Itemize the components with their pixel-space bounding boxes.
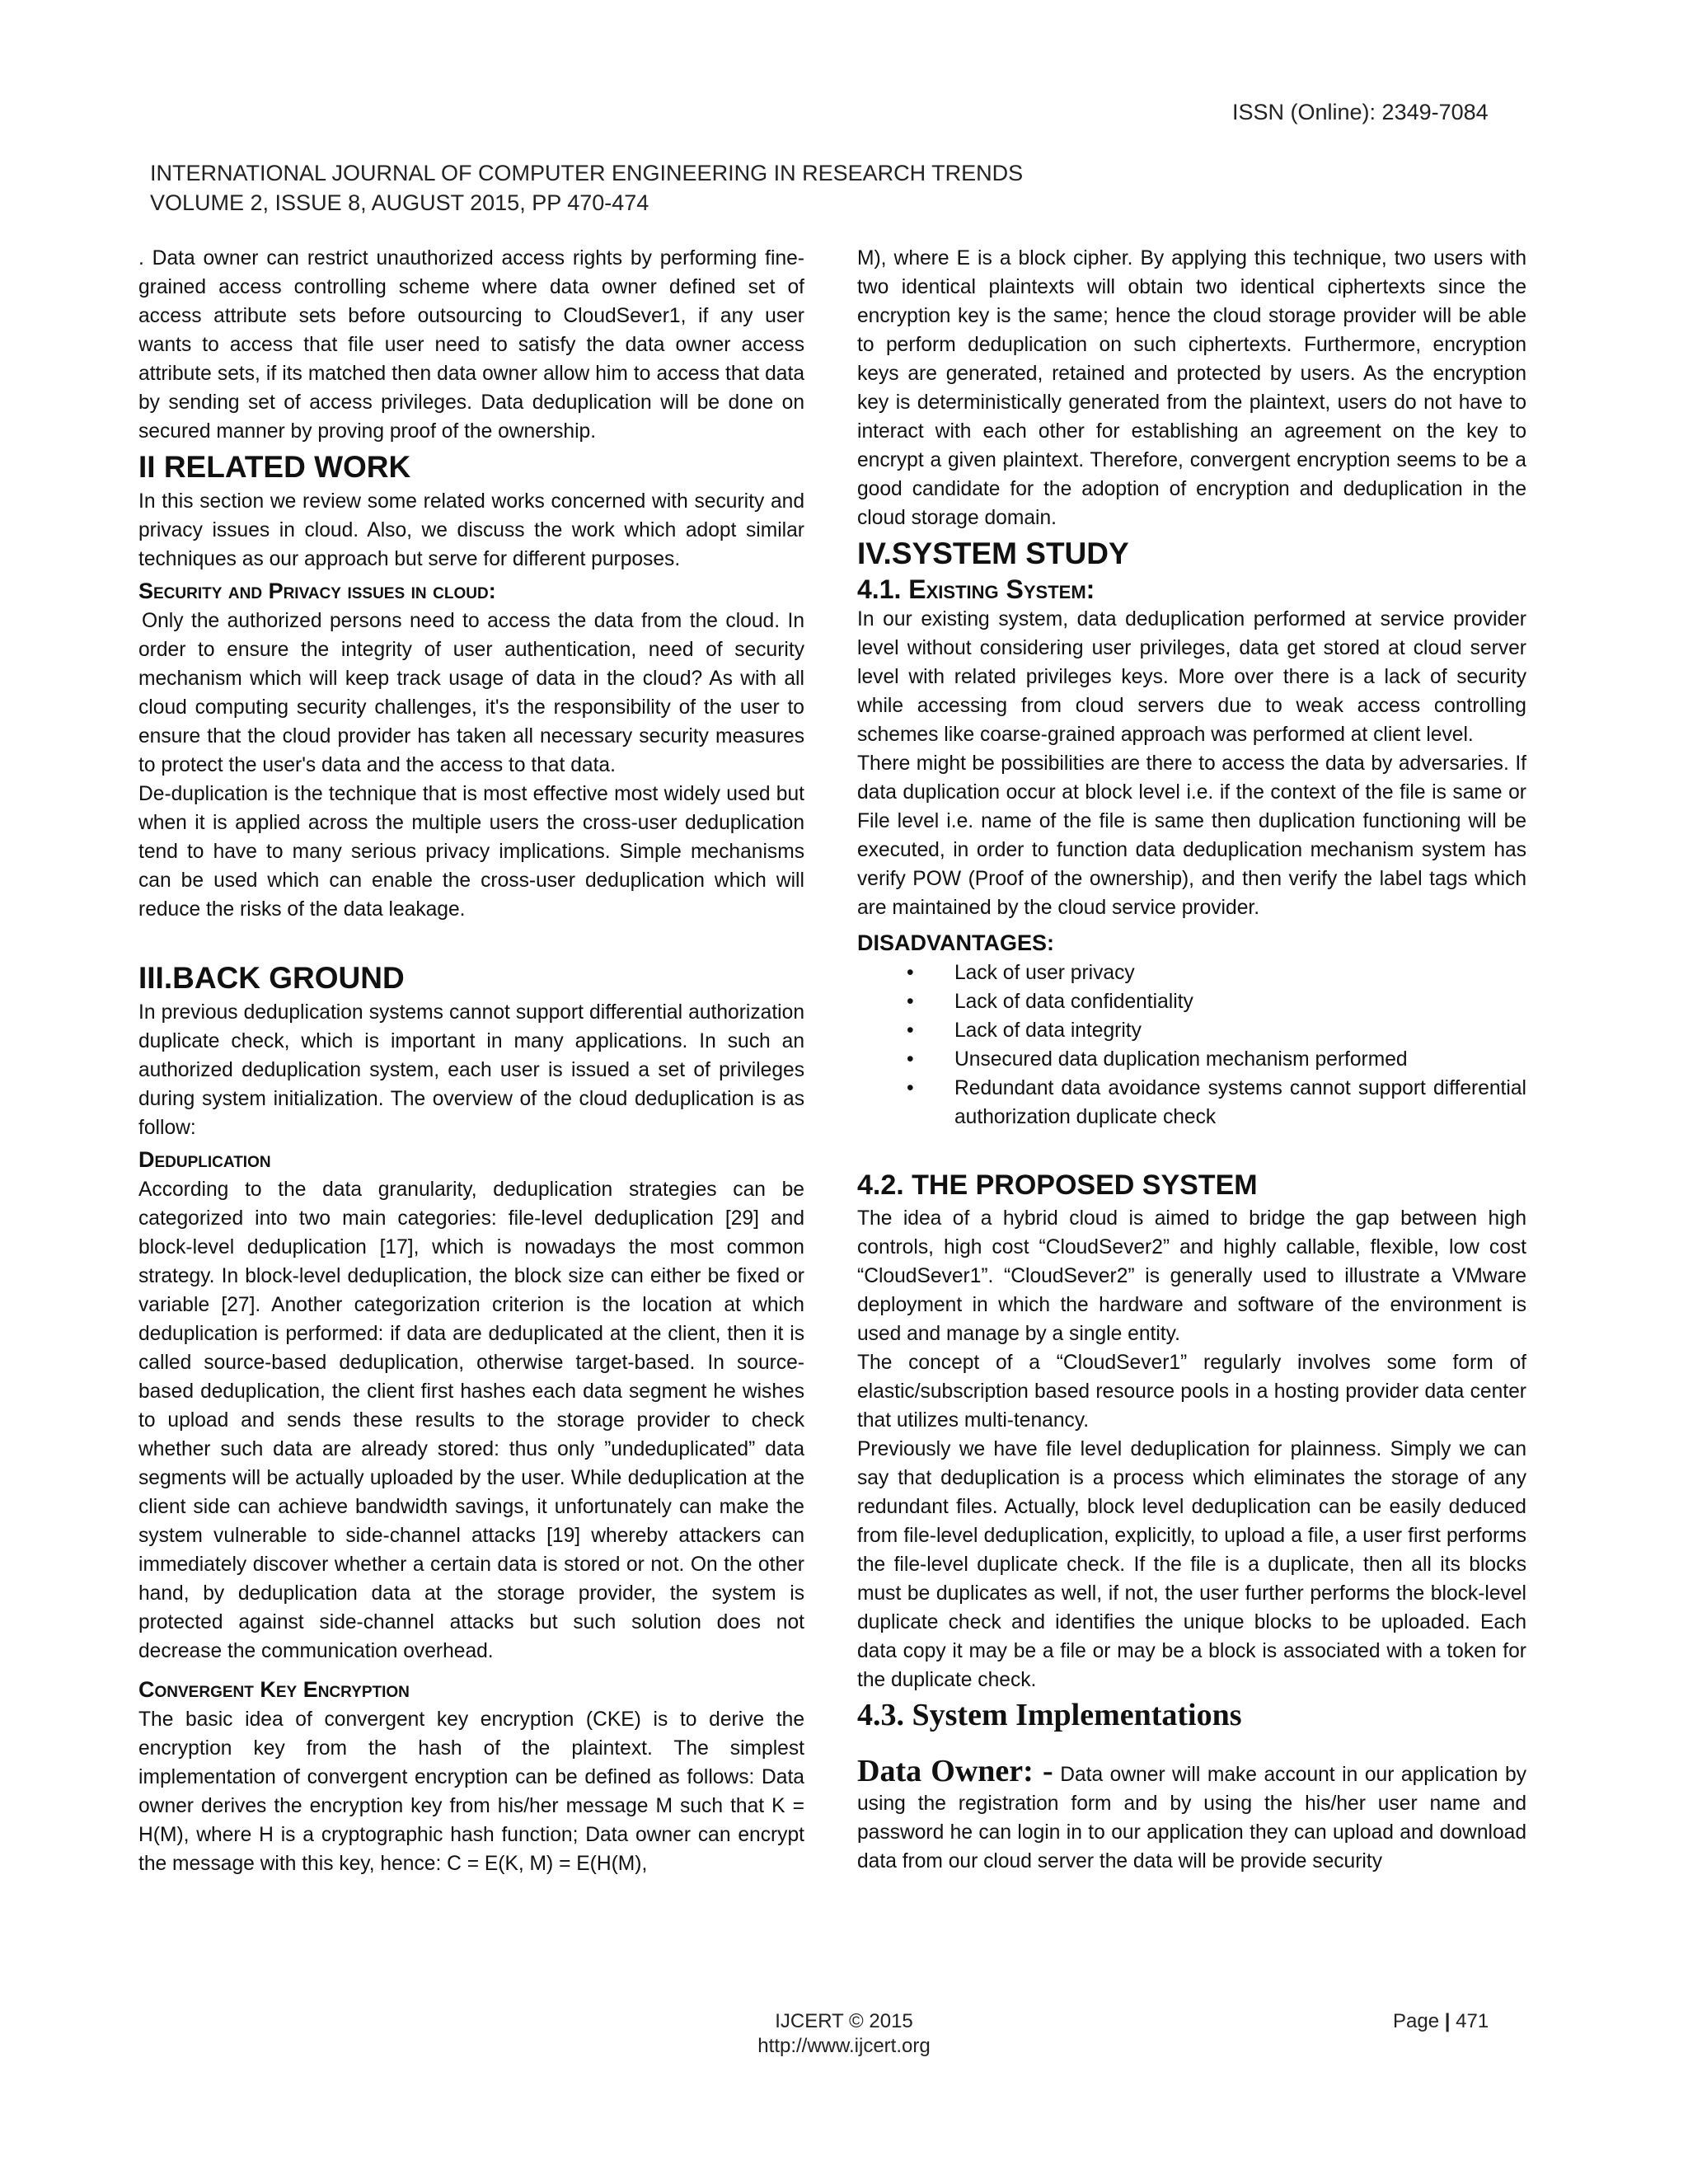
disadvantages-heading: DISADVANTAGES: (857, 930, 1055, 955)
security-paragraph-2: De-duplication is the technique that is most effective most widely used but when it is applied across the multiple users the cross-user deduplication tend to have to many serious privacy implications. Simple mechanisms can be used which can enable the cross-user deduplication which will reduce the risks of the data leakage. (138, 783, 804, 921)
deduplication-paragraph: According to the data granularity, deduplication strategies can be categorized into two main categories: file-level deduplication [29] and block-level deduplication [17], which is nowadays the most common strategy. In block-level deduplication, the block size can either be fixed or variable [27]. Another categorization criterion is the location at which deduplication is performed: if data are deduplicated at the client, then it is called source-based deduplication, otherwise target-based. In source-based deduplication, the client first hashes each data segment he wishes to upload and sends these results to the storage provider to check whether such data are already stored: thus only ”undeduplicated” data segments will be actually uploaded by the user. While deduplication at the client side can achieve bandwidth savings, it unfortunately can make the system vulnerable to side-channel attacks [19] whereby attackers can immediately discover whether a certain data is stored or not. On the other hand, by deduplication data at the storage provider, the system is protected against side-channel attacks but such solution does not decrease the communication overhead. (138, 1179, 804, 1662)
data-owner-label: Data Owner: - (857, 1754, 1053, 1788)
disadvantages-list (857, 958, 1526, 1132)
data-owner-paragraph (857, 1754, 1526, 1876)
list-item: • Lack of data integrity (954, 1016, 1526, 1045)
list-item: • Unsecured data duplication mechanism performed (954, 1045, 1526, 1074)
list-item: • Redundant data avoidance systems cannot support differential authorization duplicate check (954, 1074, 1526, 1132)
related-work-heading: II RELATED WORK (138, 450, 411, 484)
data-owner-text: Data owner will make account in our application by using the registration form and by using the his/her user name and password he can login in to our application they can upload and download data from our cloud server the data will be provide security (857, 1764, 1526, 1872)
system-study-heading: IV.SYSTEM STUDY (857, 537, 1129, 570)
right-column (857, 244, 1526, 1876)
page-separator: | (1444, 2010, 1451, 2032)
proposed-paragraph-3: Previously we have file level deduplication for plainness. Simply we can say that deduplication is a process which eliminates the storage of any redundant files. Actually, block level deduplication can be easily deduced from file-level deduplication, explicitly, to upload a file, a user first performs the file-level duplicate check. If the file is a duplicate, then all its blocks must be duplicates as well, if not, the user further performs the block-level duplicate check and identifies the unique blocks to be uploaded. Each data copy it may be a file or may be a block is associated with a token for the duplicate check. (857, 1438, 1526, 1691)
convergent-key-paragraph: The basic idea of convergent key encryption (CKE) is to derive the encryption key from the hash of the plaintext. The simplest implementation of convergent encryption can be defined as follows: Data owner derives the encryption key from his/her message M such that K = H(M), where H is a cryptographic hash function; Data owner can encrypt the message with this key, hence: C = E(K, M) = E(H(M), (138, 1708, 804, 1875)
list-item: • Lack of user privacy (954, 958, 1526, 987)
proposed-paragraph-1: The idea of a hybrid cloud is aimed to bridge the gap between high controls, high cost “CloudSever2” and highly callable, flexible, low cost “CloudSever1”. “CloudSever2” is generally used to illustrate a VMware deployment in which the hardware and software of the environment is used and manage by a single entity. (857, 1207, 1526, 1345)
existing-system-heading: 4.1. Existing System: (857, 574, 1095, 604)
page-number: 471 (1456, 2010, 1489, 2032)
deduplication-heading: Deduplication (138, 1147, 271, 1172)
journal-title: INTERNATIONAL JOURNAL OF COMPUTER ENGINEERING IN RESEARCH TRENDS (150, 161, 1024, 185)
convergent-key-continued: M), where E is a block cipher. By applying this technique, two users with two identical plaintexts will obtain two identical ciphertexts since the encryption key is the same; hence the cloud storage provider will be able to perform deduplication on such ciphertexts. Furthermore, encryption keys are generated, retained and protected by users. As the encryption key is deterministically generated from the plaintext, users do not have to interact with each other for establishing an agreement on the key to encrypt a given plaintext. Therefore, convergent encryption seems to be a good candidate for the adoption of encryption and deduplication in the cloud storage domain. (857, 247, 1526, 529)
proposed-paragraph-2: The concept of a “CloudSever1” regularly involves some form of elastic/subscription based resource pools in a hosting provider data center that utilizes multi-tenancy. (857, 1352, 1526, 1432)
background-heading: III.BACK GROUND (138, 961, 405, 995)
page-number-label (1393, 2009, 1489, 2034)
security-privacy-heading: Security and Privacy issues in cloud: (138, 579, 496, 603)
list-item: • Lack of data confidentiality (954, 987, 1526, 1016)
proposed-system-heading: 4.2. THE PROPOSED SYSTEM (857, 1169, 1258, 1201)
intro-paragraph: . Data owner can restrict unauthorized access rights by performing fine-grained access controlling scheme where data owner defined set of access attribute sets before outsourcing to CloudSever1, if any user wants to access that file user need to satisfy the data owner access attribute sets, if its matched then data owner allow him to access that data by sending set of access privileges. Data deduplication will be done on secured manner by proving proof of the ownership. (138, 247, 804, 443)
existing-system-paragraph-2: There might be possibilities are there to access the data by adversaries. If data duplication occur at block level i.e. if the context of the file is same or File level i.e. name of the file is same then duplication functioning will be executed, in order to function data deduplication mechanism system has verify POW (Proof of the ownership), and then verify the label tags which are maintained by the cloud service provider. (857, 752, 1526, 919)
footer-copyright: IJCERT © 2015 (775, 2010, 913, 2032)
page-prefix: Page (1393, 2010, 1440, 2032)
convergent-key-heading: Convergent Key Encryption (138, 1677, 410, 1702)
left-column (138, 244, 804, 1878)
security-paragraph-1: Only the authorized persons need to access the data from the cloud. In order to ensure the integrity of user authentication, need of security mechanism which will keep track usage of data in the cloud? As with all cloud computing security challenges, it's the responsibility of the user to ensure that the cloud provider has taken all necessary security measures to protect the user's data and the access to that data. (138, 610, 804, 776)
issn-label: ISSN (Online): 2349-7084 (1232, 100, 1489, 124)
footer-url[interactable]: http://www.ijcert.org (757, 2035, 931, 2057)
journal-volume: VOLUME 2, ISSUE 8, AUGUST 2015, PP 470-474 (150, 190, 649, 215)
journal-header (150, 158, 1023, 218)
background-paragraph: In previous deduplication systems cannot support differential authorization duplicate check, which is important in many applications. In such an authorized deduplication system, each user is issued a set of privileges during system initialization. The overview of the cloud deduplication is as follow: (138, 1001, 804, 1139)
related-work-paragraph: In this section we review some related works concerned with security and privacy issues in cloud. Also, we discuss the work which adopt similar techniques as our approach but serve for different purposes. (138, 490, 804, 570)
existing-system-paragraph-1: In our existing system, data deduplication performed at service provider level without considering user privileges, data get stored at cloud server level with related privileges keys. More over there is a lack of security while accessing from cloud servers due to weak access controlling schemes like coarse-grained approach was performed at client level. (857, 608, 1526, 746)
implementations-heading: 4.3. System Implementations (857, 1698, 1242, 1732)
